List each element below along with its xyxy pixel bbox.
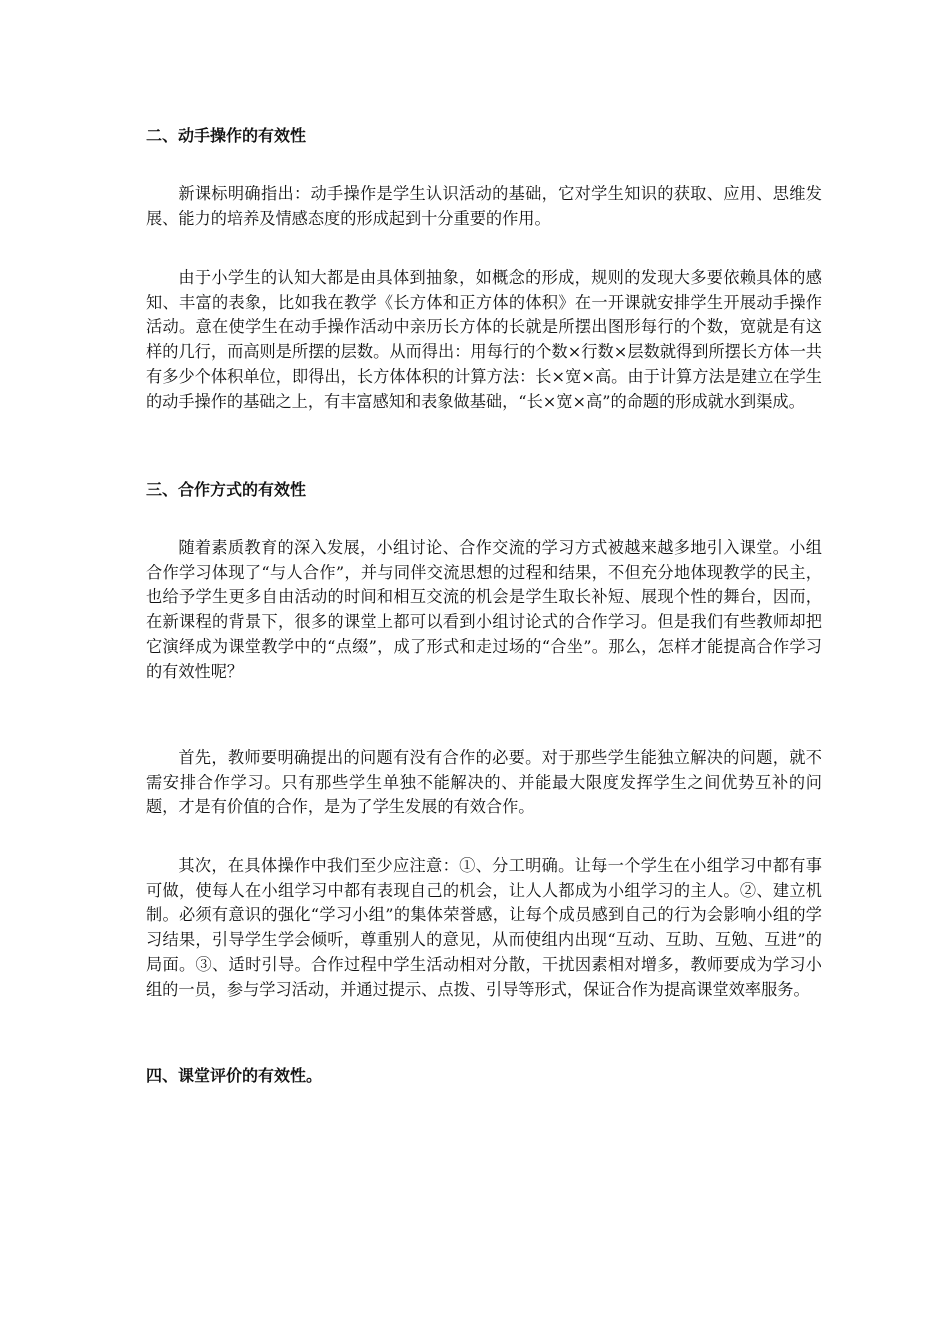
section-heading-evaluation: 四、课堂评价的有效性。 [146, 1066, 323, 1085]
section-heading-cooperation: 三、合作方式的有效性 [146, 480, 307, 499]
paragraph: 随着素质教育的深入发展，小组讨论、合作交流的学习方式被越来越多地引入课堂。小组合作学习体现了“与人合作”，并与同伴交流思想的过程和结果，不但充分地体现教学的民主，也给予学生更多自由活动的时间和相互交流的机会是学生取长补短、展现个性的舞台，因而，在新课程的背景下，很多的课堂上都可以看到小组讨论式的合作学习。但是我们有些教师却把它演绎成为课堂教学中的“点缀”，成了形式和走过场的“合坐”。那么，怎样才能提高合作学习的有效性呢？ [146, 538, 822, 681]
paragraph: 新课标明确指出：动手操作是学生认识活动的基础，它对学生知识的获取、应用、思维发展、能力的培养及情感态度的形成起到十分重要的作用。 [146, 184, 822, 228]
paragraph: 由于小学生的认知大都是由具体到抽象，如概念的形成，规则的发现大多要依赖具体的感知、丰富的表象，比如我在教学《长方体和正方体的体积》在一开课就安排学生开展动手操作活动。意在使学生在动手操作活动中亲历长方体的长就是所摆出图形每行的个数，宽就是有这样的几行，而高则是所摆的层数。从而得出：用每行的个数×行数×层数就得到所摆长方体一共有多少个体积单位，即得出，长方体体积的计算方法：长×宽×高。由于计算方法是建立在学生的动手操作的基础之上，有丰富感知和表象做基础，“长×宽×高”的命题的形成就水到渠成。 [146, 268, 822, 411]
paragraph: 其次，在具体操作中我们至少应注意：①、分工明确。让每一个学生在小组学习中都有事可做，使每人在小组学习中都有表现自己的机会，让人人都成为小组学习的主人。②、建立机制。必须有意识的强化“学习小组”的集体荣誉感，让每个成员感到自己的行为会影响小组的学习结果，引导学生学会倾听，尊重别人的意见，从而使组内出现“互动、互助、互勉、互进”的局面。③、适时引导。合作过程中学生活动相对分散，干扰因素相对增多，教师要成为学习小组的一员，参与学习活动，并通过提示、点拨、引导等形式，保证合作为提高课堂效率服务。 [146, 856, 822, 999]
section-heading-hands-on: 二、动手操作的有效性 [146, 126, 307, 145]
paragraph: 首先，教师要明确提出的问题有没有合作的必要。对于那些学生能独立解决的问题，就不需安排合作学习。只有那些学生单独不能解决的、并能最大限度发挥学生之间优势互补的问题，才是有价值的合作，是为了学生发展的有效合作。 [146, 748, 822, 817]
